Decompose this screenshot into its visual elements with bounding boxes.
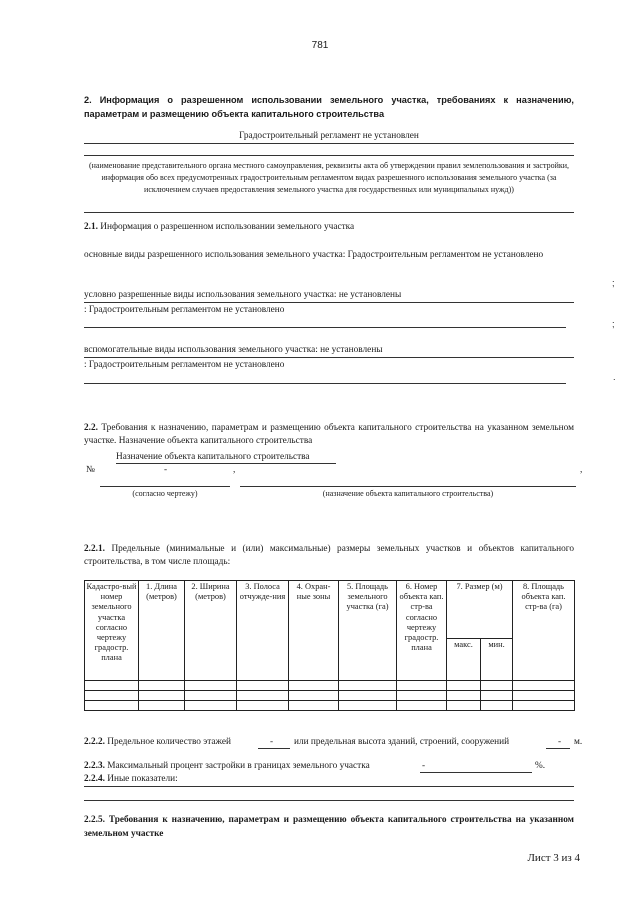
other-indicators-underline [84,786,574,787]
caption-purpose: (назначение объекта капитального строительства) [322,489,494,498]
section-2-2-1-text: Предельные (минимальные и (или) максимальные) размеры земельных участков и объектов капитального строительства, в том числе площадь: [84,544,574,567]
section-2-1-title [84,221,354,234]
col-object-number: 6. Номер объекта кап. стр-ва согласно чертежу градостр. плана [397,581,447,681]
section-2-2 [84,422,574,448]
col-alienation: 3. Полоса отчужде-ния [237,581,289,681]
other-indicators-label: Иные показатели: [107,774,178,784]
col-length: 1. Длина (метров) [139,581,185,681]
authority-underline [84,212,574,213]
section-2-2-1 [84,543,574,569]
side-mark-1: ; [612,278,615,288]
height-unit: м. [574,737,583,747]
table-row [85,701,575,711]
table-row [85,691,575,701]
section-2-2-4 [84,773,178,786]
comma-2: , [580,465,583,475]
section-2-1-label: 2.1. [84,222,98,232]
section-2-2-5-heading: 2.2.5. Требования к назначению, параметрам и размещению объекта капитального строительства на указанном земельном участке [84,815,574,839]
regulation-underline-2 [84,155,574,156]
comma-1: , [233,465,236,475]
purpose-underline [240,486,576,487]
col-cadastral: Кадастро-вый номер земельного участка согласно чертежу градостр. плана [85,581,139,681]
number-value: - [164,465,168,475]
coverage-label: Максимальный процент застройки в границах земельного участка [107,761,370,771]
col-size-max: макс. [447,639,481,681]
auxiliary-uses-2: : Градостроительным регламентом не установлено [84,360,285,370]
auxiliary-uses-underline [84,357,574,358]
object-purpose-underline [116,463,336,464]
table-row [85,681,575,691]
number-sign: № [86,465,95,475]
section-2-2-3 [84,760,370,773]
side-mark-2: ; [612,319,615,329]
page-number: 781 [311,40,329,51]
regulation-underline [84,143,574,144]
col-size-min: мин. [481,639,513,681]
col-protected: 4. Охран-ные зоны [289,581,339,681]
floors-value: - [270,737,274,747]
floors-label: Предельное количество этажей [107,737,231,747]
main-uses: основные виды разрешенного использования земельного участка: Градостроительным регламентом не установлено [84,250,544,260]
side-mark-3: . [613,372,616,382]
height-label: или предельная высота зданий, строений, сооружений [294,737,510,747]
caption-drawing: (согласно чертежу) [132,489,198,498]
section-2-2-2-label: 2.2.2. [84,737,105,747]
regulation-line: Градостроительный регламент не установлен [239,131,419,141]
conditional-uses-2: : Градостроительным регламентом не установлено [84,305,285,315]
section-2-2-2 [84,736,231,749]
col-plot-area: 5. Площадь земельного участка (га) [339,581,397,681]
conditional-uses-underline-2 [84,327,566,328]
col-size: 7. Размер (м) [447,581,513,639]
height-underline [546,748,570,749]
auxiliary-uses: вспомогательные виды использования земельного участка: не установлены [84,345,383,355]
section-2-2-1-label: 2.2.1. [84,544,105,554]
other-indicators-underline-2 [84,800,574,801]
col-object-area: 8. Площадь объекта кап. стр-ва (га) [513,581,575,681]
section-2-2-3-label: 2.2.3. [84,761,105,771]
object-purpose-label: Назначение объекта капитального строительства [116,452,310,462]
authority-note: (наименование представительного органа местного самоуправления, реквизиты акта об утверждении правил землепользования и застройки, информация обо всех предусмотренных градостроительным регламентом видах разрешенного использования земельного участка (за исключением случаев предоставления земельного участка для государственных или муниципальных нужд)) [88,161,570,194]
section-2-2-4-label: 2.2.4. [84,774,105,784]
coverage-value: - [422,761,426,771]
drawing-underline [100,486,230,487]
section-2-2-text: Требования к назначению, параметрам и размещению объекта капитального строительства на указанном земельном участке. Назначение объекта капитального строительства [84,423,574,446]
coverage-unit: %. [535,761,546,771]
height-value: - [558,737,562,747]
conditional-uses-underline [84,302,574,303]
coverage-underline [420,772,532,773]
table-header-row [85,581,575,639]
page-footer: Лист 3 из 4 [527,852,580,864]
section-2-heading: 2. Информация о разрешенном использовании земельного участка, требованиях к назначению, параметрам и размещению объекта капитального строительства [84,95,574,119]
section-2-2-label: 2.2. [84,423,98,433]
floors-underline [258,748,290,749]
col-width: 2. Ширина (метров) [185,581,237,681]
parameters-table [84,580,575,711]
section-2-1-text: Информация о разрешенном использовании земельного участка [100,222,355,232]
auxiliary-uses-underline-2 [84,383,566,384]
conditional-uses: условно разрешенные виды использования земельного участка: не установлены [84,290,402,300]
